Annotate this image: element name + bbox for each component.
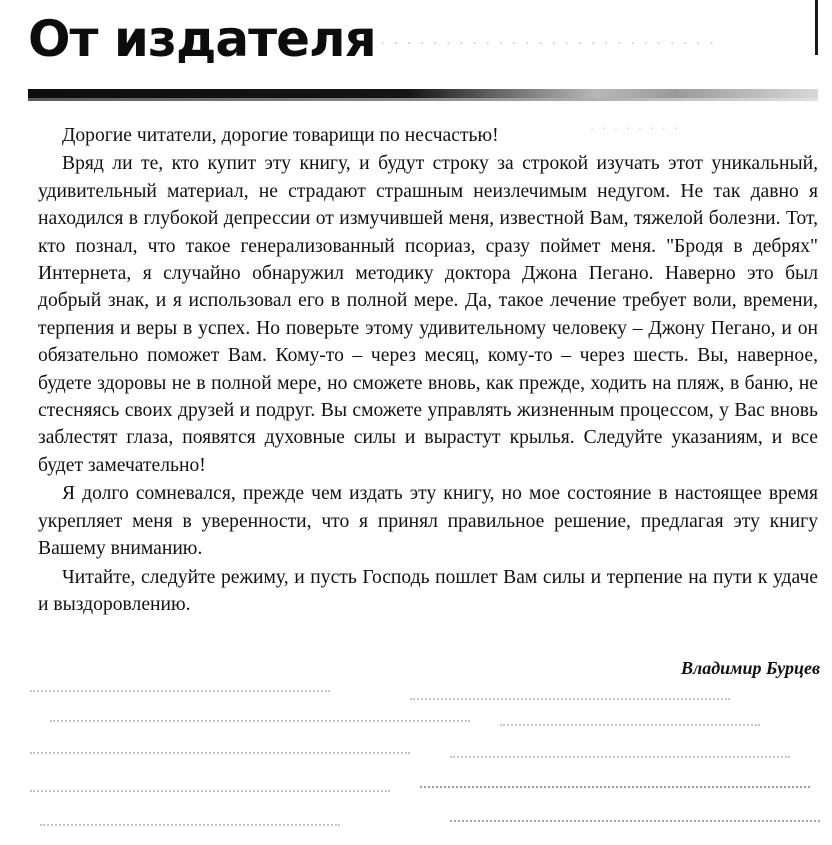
bleed-line [30,752,410,759]
bleed-line [500,724,760,731]
author-signature: Владимир Бурцев [680,658,820,678]
title-rule [28,89,818,98]
paragraph-decision: Я долго сомневался, прежде чем издать эту книгу, но мое состояние в настоящее время укрепляет меня в уверенности, что я принял правильное решение, предлагая эту книгу Вашему вниманию. [38,483,818,560]
bleed-line [50,720,470,727]
paragraph-closing: Читайте, следуйте режиму, и пусть Господь пошлет Вам силы и терпение на пути к удаче и выздоровлению. [38,566,818,615]
bleed-line [410,698,730,705]
paragraph-greeting: Дорогие читатели, дорогие товарищи по несчастью! [62,125,499,146]
show-through-top-2: · · · · · · · · [590,120,680,135]
page-title: От издателя [28,10,376,68]
paragraph-main: Вряд ли те, кто купит эту книгу, и будут строку за строкой изучать этот уникальный, удивительный материал, не страдают страшным неизлечимым недугом. Не так давно я находился в глубокой депрессии от измучившей меня, известной Вам, тяжелой болезни. Тот, кто познал, что такое генерализованный псориаз, сразу поймет меня. "Бродя в дебрях" Интернета, я случайно обнаружил методику доктора Джона Пегано. Наверно это был добрый знак, и я использовал его в полной мере. Да, такое лечение требует воли, времени, терпения и веры в успех. Но поверьте этому удивительному человеку – Джону Пегано, и он обязательно поможет Вам. Кому-то – через месяц, кому-то – через шесть. Вы, наверное, будете здоровы не в полной мере, но сможете вновь, как прежде, ходить на пляж, в баню, не стесняясь своих друзей и подруг. Вы сможете управлять жизненным процессом, у Вас вновь заблестят глаза, появятся духовные силы и вырастут крылья. Следуйте указаниям, и все будет замечательно! [38,153,818,476]
page-edge-line [815,0,818,55]
bleed-line [420,786,810,793]
bleed-line [30,690,330,697]
bleed-line [450,820,820,827]
show-through-bottom [30,690,820,840]
show-through-top: · · · · · · · · · · · · · · · · · · · · · · · · · · [380,34,717,51]
bleed-line [450,756,790,763]
bleed-line [30,790,390,797]
body-text [38,122,818,618]
bleed-line [40,824,340,831]
